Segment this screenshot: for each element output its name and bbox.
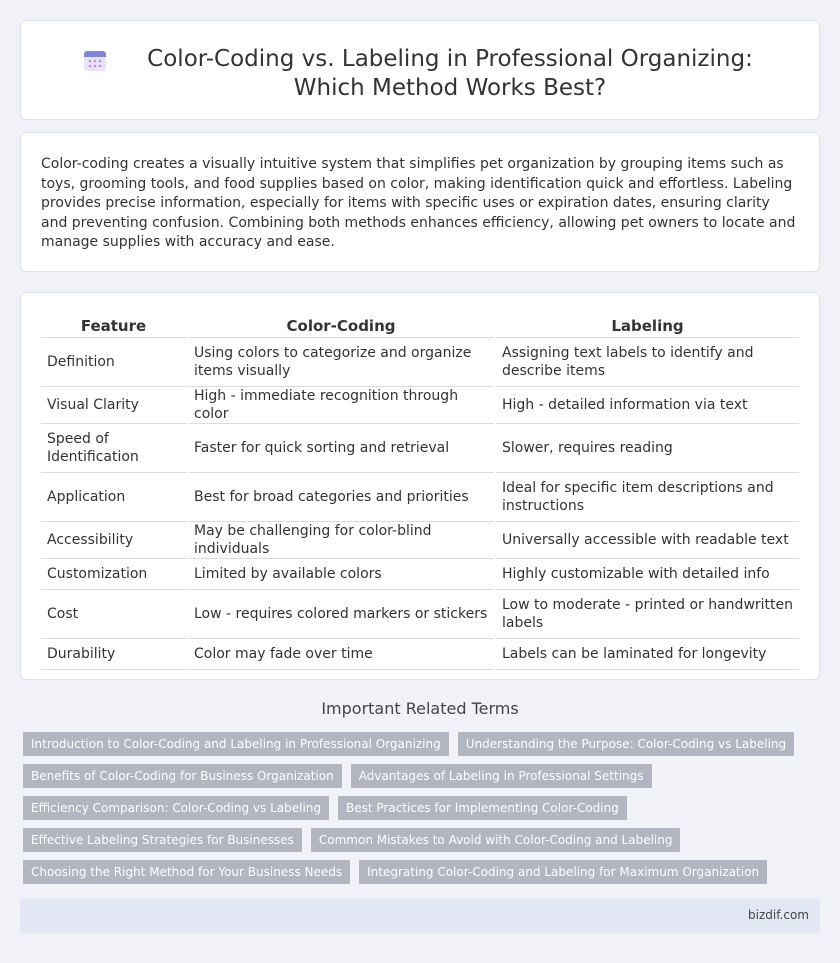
table-cell: Highly customizable with detailed info — [496, 558, 799, 589]
related-term-tag[interactable]: Advantages of Labeling in Professional Settings — [351, 764, 652, 788]
table-header-row — [41, 315, 799, 337]
related-term-tag[interactable]: Integrating Color-Coding and Labeling for Maximum Organization — [359, 860, 767, 884]
table-row — [41, 638, 799, 669]
header-card — [20, 20, 820, 120]
table-cell: High - immediate recognition through color — [188, 386, 494, 423]
table-cell: Using colors to categorize and organize items visually — [188, 337, 494, 386]
table-cell: Best for broad categories and priorities — [188, 472, 494, 521]
table-cell: Low - requires colored markers or stickers — [188, 589, 494, 638]
table-cell: Visual Clarity — [41, 386, 186, 423]
related-terms-list — [23, 732, 823, 892]
table-cell: Durability — [41, 638, 186, 669]
table-cell: Faster for quick sorting and retrieval — [188, 423, 494, 472]
table-cell: Low to moderate - printed or handwritten labels — [496, 589, 799, 638]
footer-site-name[interactable]: bizdif.com — [748, 908, 809, 922]
column-header: Labeling — [496, 315, 799, 337]
table-row — [41, 521, 799, 558]
table-cell: Slower, requires reading — [496, 423, 799, 472]
related-terms-title: Important Related Terms — [321, 699, 519, 718]
table-cell: Limited by available colors — [188, 558, 494, 589]
table-cell: Ideal for specific item descriptions and instructions — [496, 472, 799, 521]
intro-card — [20, 132, 820, 272]
table-row — [41, 589, 799, 638]
table-cell: Labels can be laminated for longevity — [496, 638, 799, 669]
table-row — [41, 337, 799, 386]
related-term-tag[interactable]: Introduction to Color-Coding and Labeling in Professional Organizing — [23, 732, 449, 756]
comparison-table — [41, 315, 799, 670]
related-term-tag[interactable]: Understanding the Purpose: Color-Coding vs Labeling — [458, 732, 794, 756]
table-cell: Customization — [41, 558, 186, 589]
table-cell: Assigning text labels to identify and describe items — [496, 337, 799, 386]
table-row — [41, 423, 799, 472]
table-cell: High - detailed information via text — [496, 386, 799, 423]
calendar-icon — [83, 48, 107, 72]
related-term-tag[interactable]: Common Mistakes to Avoid with Color-Coding and Labeling — [311, 828, 681, 852]
table-cell: Cost — [41, 589, 186, 638]
table-cell: May be challenging for color-blind individuals — [188, 521, 494, 558]
table-cell: Definition — [41, 337, 186, 386]
page-title: Color-Coding vs. Labeling in Professional Organizing: Which Method Works Best? — [147, 46, 753, 101]
table-cell: Application — [41, 472, 186, 521]
column-header: Color-Coding — [188, 315, 494, 337]
table-cell: Color may fade over time — [188, 638, 494, 669]
table-row — [41, 558, 799, 589]
table-row — [41, 386, 799, 423]
table-cell: Accessibility — [41, 521, 186, 558]
table-row — [41, 472, 799, 521]
intro-text: Color-coding creates a visually intuitive system that simplifies pet organization by grouping items such as toys, grooming tools, and food supplies based on color, making identification quick and effortless. Labeling provides precise information, especially for items with specific uses or expiration dates, ensuring clarity and preventing confusion. Combining both methods enhances efficiency, allowing pet owners to locate and manage supplies with accuracy and ease. — [41, 156, 796, 250]
related-term-tag[interactable]: Best Practices for Implementing Color-Coding — [338, 796, 627, 820]
column-header: Feature — [41, 315, 186, 337]
table-cell: Speed of Identification — [41, 423, 186, 472]
table-cell: Universally accessible with readable text — [496, 521, 799, 558]
related-term-tag[interactable]: Benefits of Color-Coding for Business Organization — [23, 764, 342, 788]
related-term-tag[interactable]: Efficiency Comparison: Color-Coding vs Labeling — [23, 796, 329, 820]
footer — [20, 899, 820, 933]
related-term-tag[interactable]: Choosing the Right Method for Your Business Needs — [23, 860, 350, 884]
related-term-tag[interactable]: Effective Labeling Strategies for Businesses — [23, 828, 302, 852]
comparison-table-card — [20, 292, 820, 680]
